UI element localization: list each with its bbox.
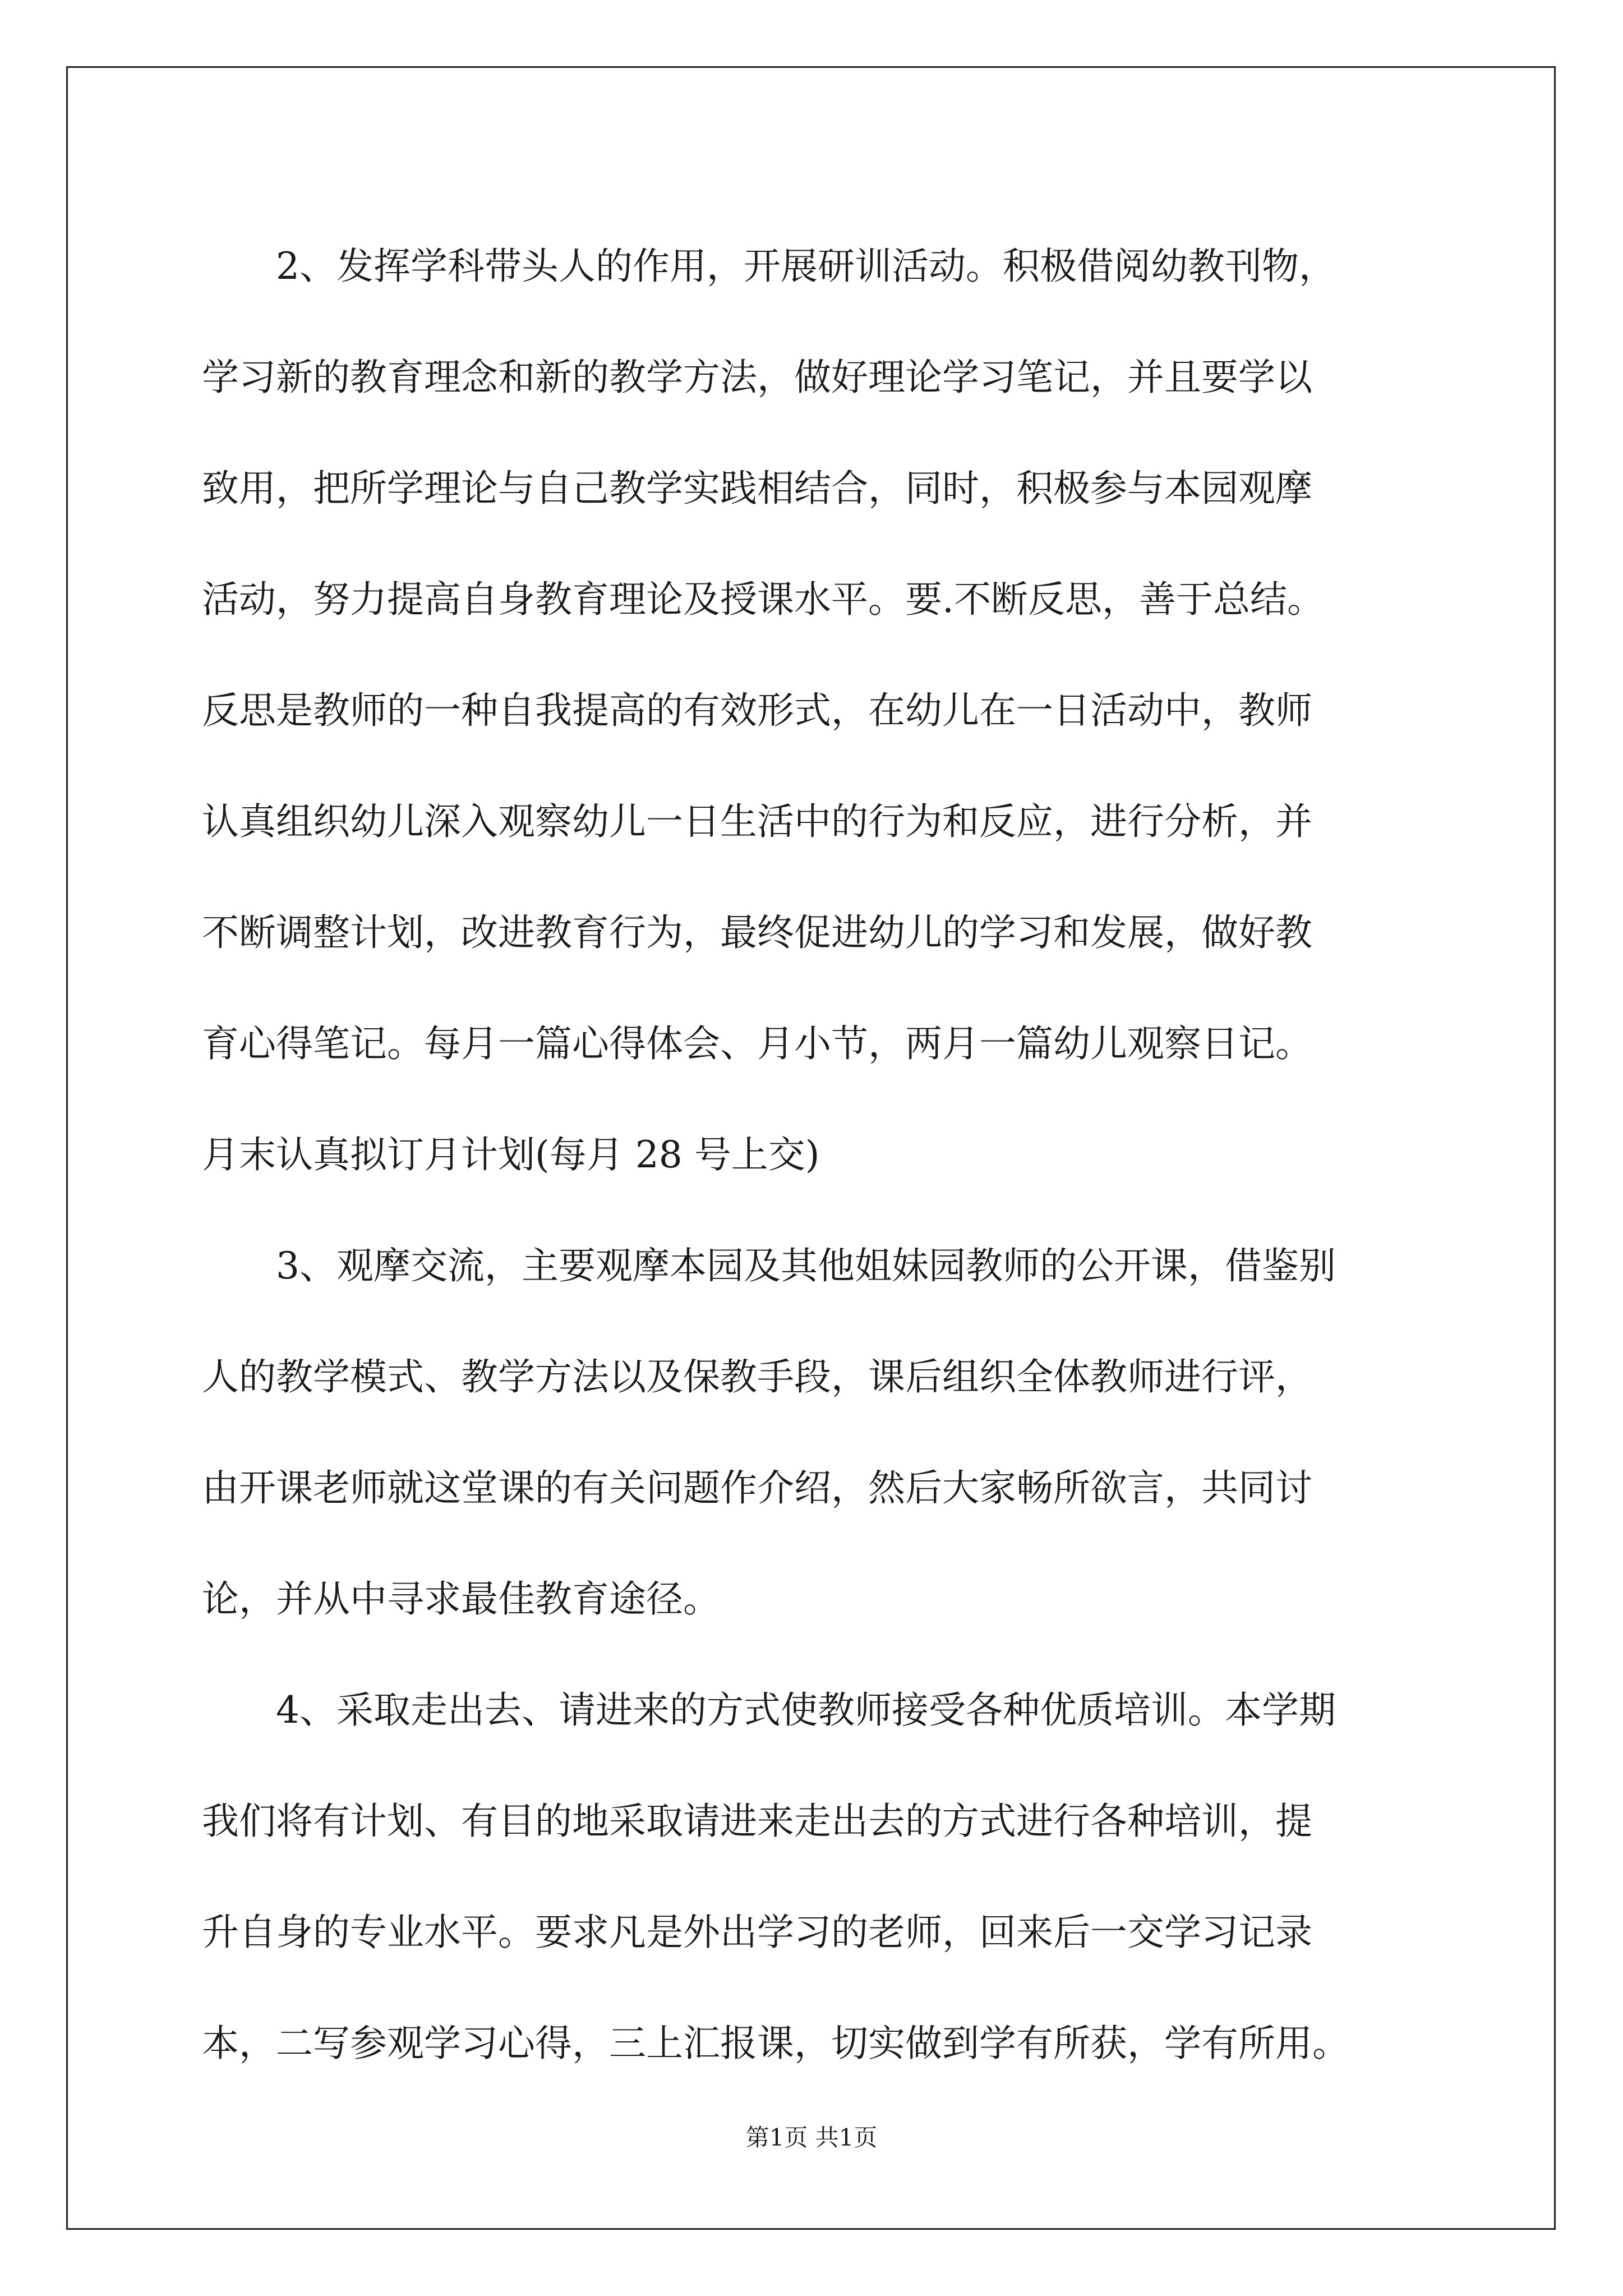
paragraph-3-line-4: 论，并从中寻求最佳教育途径。 [202, 1577, 720, 1621]
page-footer: 第1页 共1页 [745, 2124, 878, 2151]
paragraph-2-line-3: 致用，把所学理论与自己教学实践相结合，同时，积极参与本园观摩 [202, 467, 1312, 510]
paragraph-2-line-7: 不断调整计划，改进教育行为，最终促进幼儿的学习和发展，做好教 [202, 911, 1312, 954]
paragraph-2-line-1: 2、发挥学科带头人的作用，开展研训活动。积极借阅幼教刊物， [276, 245, 1336, 288]
paragraph-3-line-3: 由开课老师就这堂课的有关问题作介绍，然后大家畅所欲言，共同讨 [202, 1466, 1312, 1510]
paragraph-4-line-3: 升自身的专业水平。要求凡是外出学习的老师，回来后一交学习记录 [202, 1911, 1312, 1954]
paragraph-3-line-2: 人的教学模式、教学方法以及保教手段，课后组织全体教师进行评， [202, 1355, 1312, 1398]
paragraph-4-line-4: 本，二写参观学习心得，三上汇报课，切实做到学有所获，学有所用。 [202, 2022, 1349, 2065]
document-body [202, 211, 1436, 2099]
paragraph-2-line-2: 学习新的教育理念和新的教学方法，做好理论学习笔记，并且要学以 [202, 356, 1312, 399]
paragraph-4-line-1: 4、采取走出去、请进来的方式使教师接受各种优质培训。本学期 [276, 1688, 1336, 1732]
paragraph-2-line-8: 育心得笔记。每月一篇心得体会、月小节，两月一篇幼儿观察日记。 [202, 1022, 1312, 1065]
paragraph-2-line-5: 反思是教师的一种自我提高的有效形式，在幼儿在一日活动中，教师 [202, 689, 1312, 732]
paragraph-3-line-1: 3、观摩交流，主要观摩本园及其他姐妹园教师的公开课，借鉴别 [276, 1244, 1336, 1287]
paragraph-2-line-6: 认真组织幼儿深入观察幼儿一日生活中的行为和反应，进行分析，并 [202, 800, 1312, 843]
paragraph-4-line-2: 我们将有计划、有目的地采取请进来走出去的方式进行各种培训，提 [202, 1800, 1312, 1843]
paragraph-2-line-9: 月末认真拟订月计划(每月 28 号上交) [202, 1133, 820, 1176]
paragraph-2-line-4: 活动，努力提高自身教育理论及授课水平。要.不断反思，善于总结。 [202, 578, 1324, 621]
